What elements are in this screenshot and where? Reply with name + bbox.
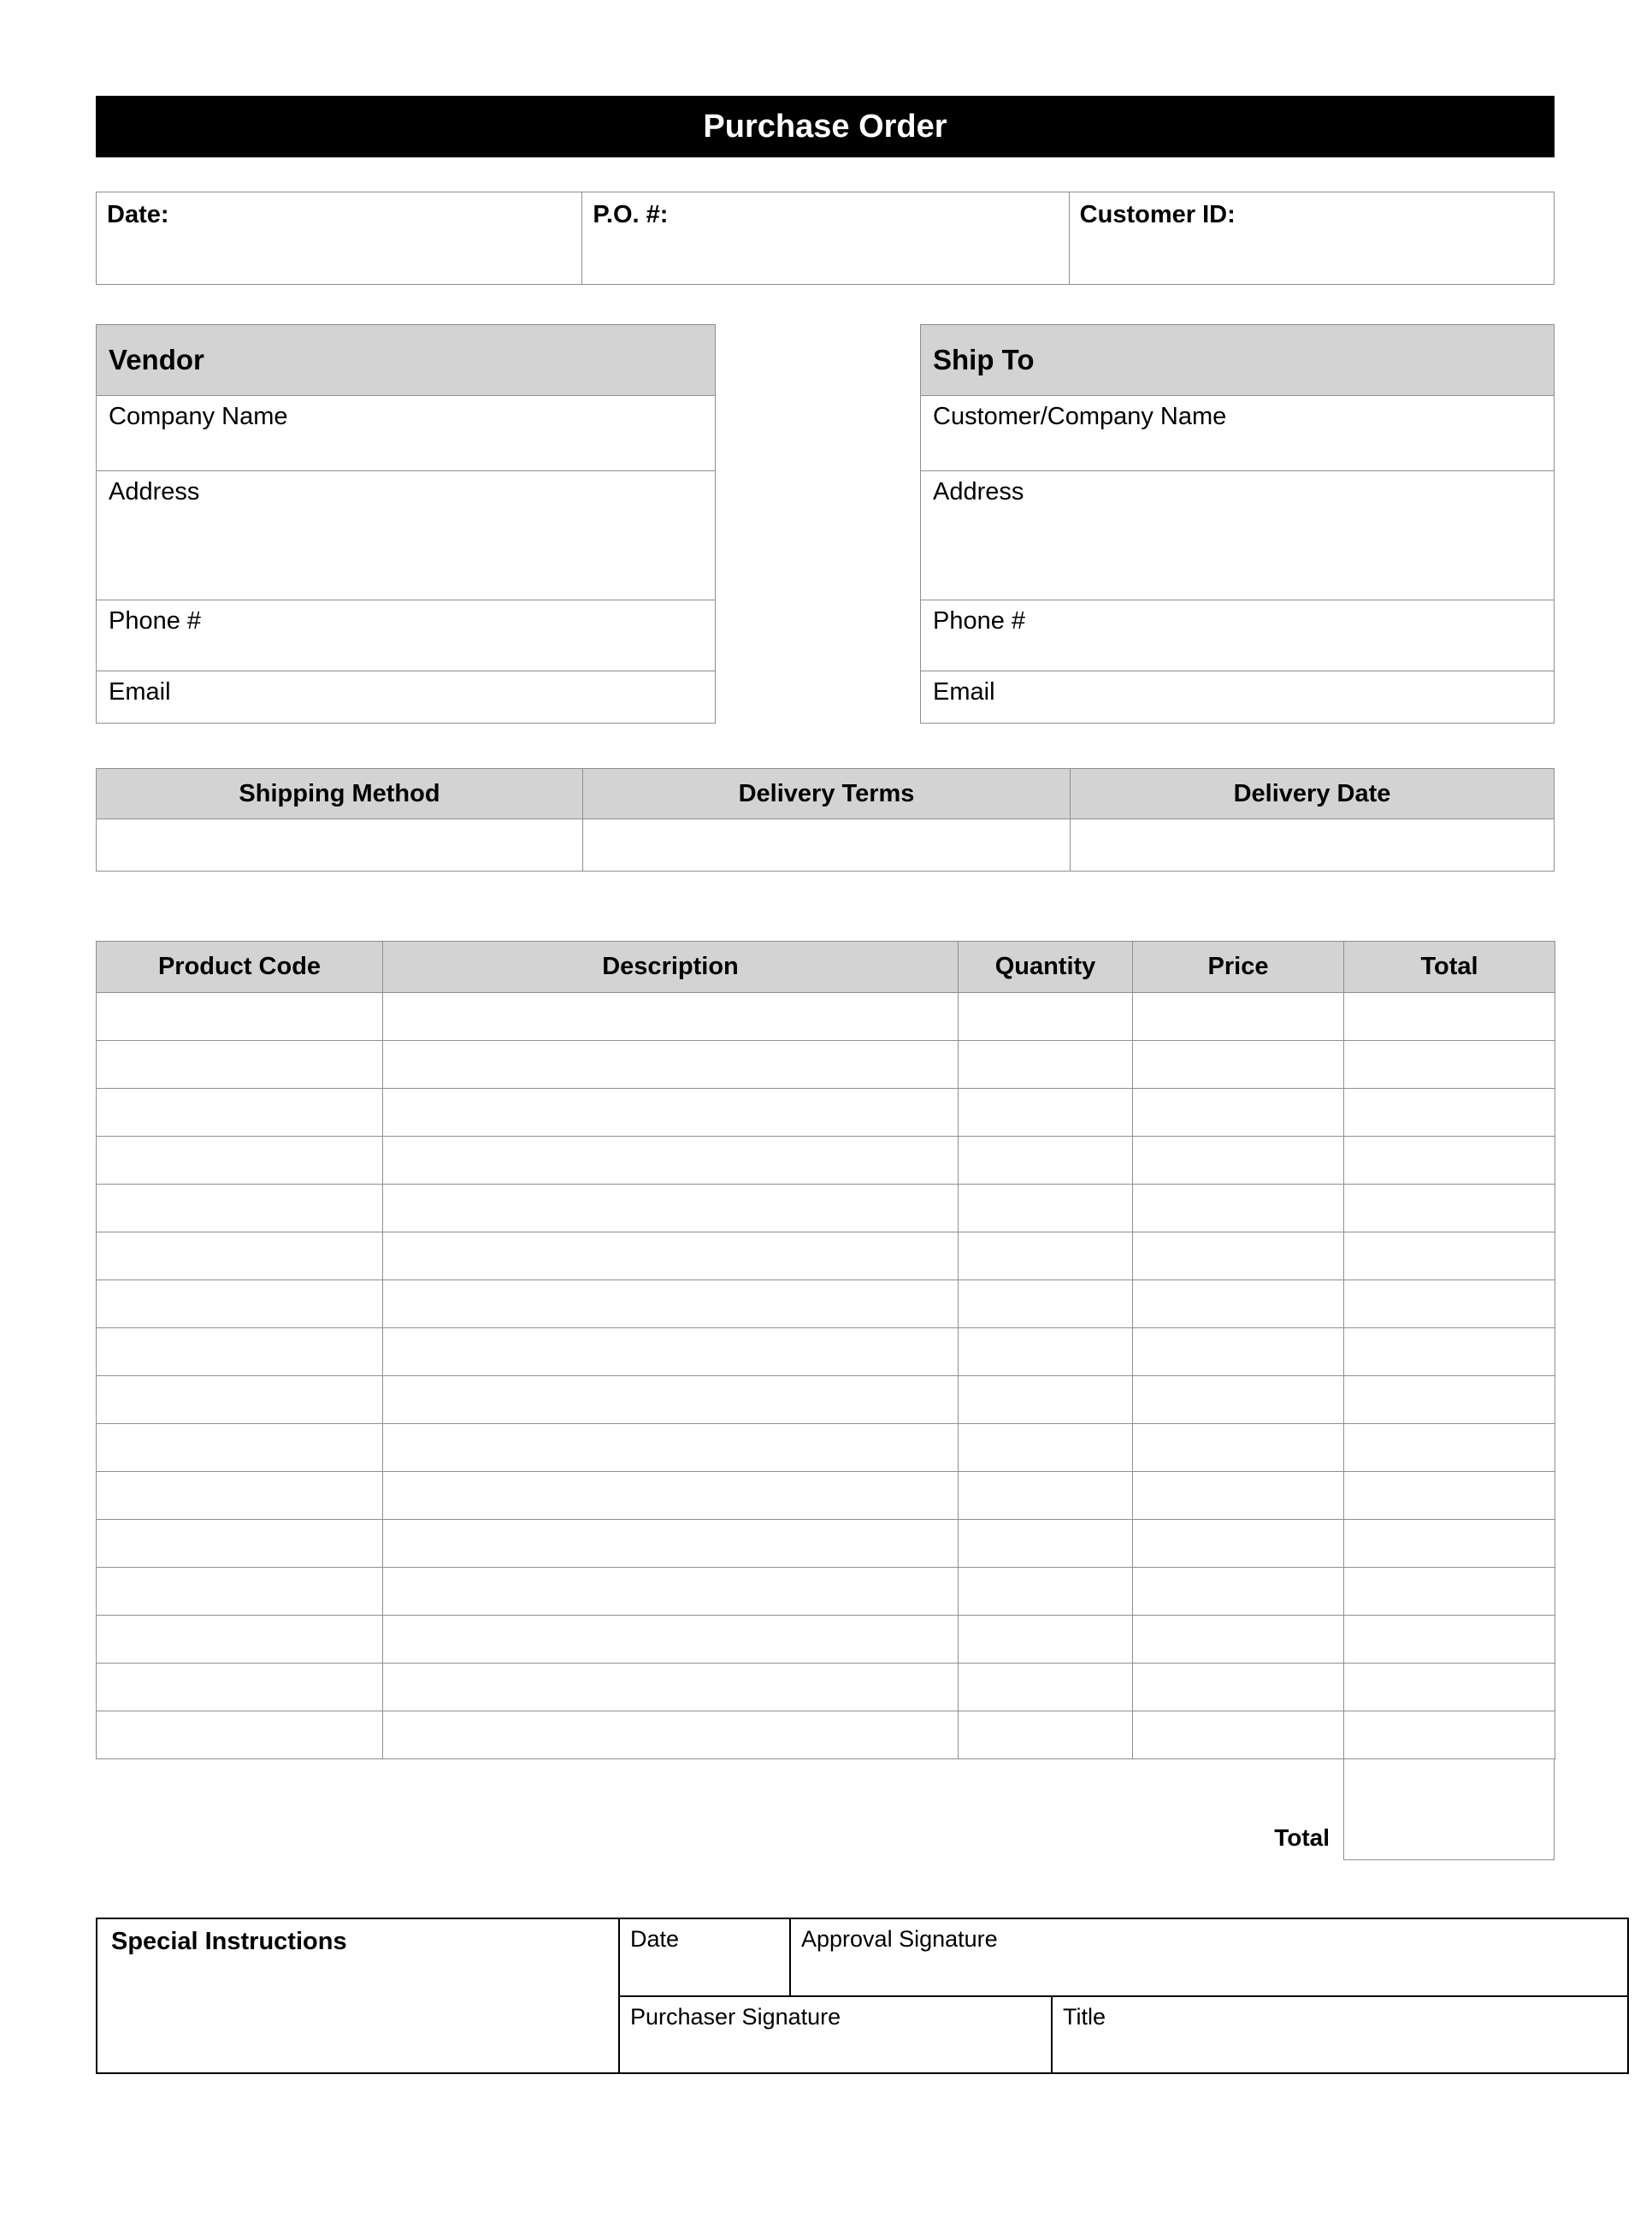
item-cell[interactable] [383, 1664, 959, 1711]
item-row [97, 1472, 1555, 1520]
shipto-email-label: Email [933, 678, 995, 706]
grand-total-label: Total [1274, 1824, 1330, 1851]
item-cell[interactable] [959, 1280, 1133, 1328]
item-cell[interactable] [383, 1280, 959, 1328]
purchaser-signature-field[interactable] [620, 1997, 1053, 2073]
po-number-field[interactable] [582, 192, 1069, 284]
item-cell[interactable] [97, 1520, 383, 1568]
customer-id-field[interactable] [1070, 192, 1554, 284]
item-cell[interactable] [1344, 1089, 1555, 1137]
vendor-phone-field[interactable] [96, 600, 716, 671]
item-cell[interactable] [1344, 1041, 1555, 1089]
item-cell[interactable] [383, 1711, 959, 1759]
delivery-date-header [1070, 768, 1555, 819]
item-cell[interactable] [97, 1568, 383, 1616]
item-cell[interactable] [97, 1328, 383, 1376]
item-row [97, 1185, 1555, 1232]
item-row [97, 1089, 1555, 1137]
item-cell[interactable] [1344, 1232, 1555, 1280]
item-cell[interactable] [97, 1616, 383, 1664]
item-cell[interactable] [383, 1472, 959, 1520]
item-cell[interactable] [1344, 1137, 1555, 1185]
item-cell[interactable] [97, 1185, 383, 1232]
item-row [97, 1664, 1555, 1711]
item-cell[interactable] [1344, 1711, 1555, 1759]
item-cell[interactable] [1133, 1520, 1344, 1568]
shipto-address-field[interactable] [920, 471, 1555, 600]
delivery-terms-header [582, 768, 1070, 819]
item-cell[interactable] [1133, 1616, 1344, 1664]
item-cell[interactable] [1344, 1568, 1555, 1616]
vendor-panel [96, 324, 716, 724]
item-cell[interactable] [959, 993, 1133, 1041]
item-cell[interactable] [383, 1041, 959, 1089]
item-cell[interactable] [959, 1520, 1133, 1568]
item-row [97, 1137, 1555, 1185]
item-cell[interactable] [1133, 1376, 1344, 1424]
item-cell[interactable] [383, 1089, 959, 1137]
item-cell[interactable] [1133, 1328, 1344, 1376]
item-cell[interactable] [959, 1664, 1133, 1711]
vendor-company-name-label: Company Name [109, 403, 288, 430]
item-cell[interactable] [1133, 1568, 1344, 1616]
signer-title-field[interactable] [1053, 1997, 1627, 2073]
delivery-terms-header-label: Delivery Terms [738, 779, 915, 807]
item-cell[interactable] [383, 1185, 959, 1232]
item-cell[interactable] [383, 1520, 959, 1568]
item-cell[interactable] [1344, 1376, 1555, 1424]
item-cell[interactable] [1133, 1137, 1344, 1185]
item-cell[interactable] [959, 1711, 1133, 1759]
order-meta-row [96, 192, 1555, 285]
item-cell[interactable] [1133, 1089, 1344, 1137]
shipping-method-header [96, 768, 582, 819]
shipping-method-header-label: Shipping Method [239, 779, 440, 807]
item-cell[interactable] [383, 1232, 959, 1280]
signature-date-field[interactable] [620, 1919, 791, 1995]
vendor-address-field[interactable] [96, 471, 716, 600]
approval-signature-field[interactable] [791, 1919, 1627, 1995]
grand-total-row [96, 1759, 1555, 1860]
item-row [97, 1568, 1555, 1616]
delivery-date-field[interactable] [1070, 819, 1555, 872]
vendor-phone-label: Phone # [109, 607, 202, 635]
vendor-header-label: Vendor [109, 344, 204, 375]
item-cell[interactable] [1344, 1616, 1555, 1664]
item-cell[interactable] [97, 993, 383, 1041]
signature-row-top [620, 1919, 1627, 1997]
items-table [96, 941, 1555, 1759]
item-row [97, 993, 1555, 1041]
shipto-phone-label: Phone # [933, 607, 1026, 635]
shipto-company-name-field[interactable] [920, 396, 1555, 471]
item-cell[interactable] [1133, 1711, 1344, 1759]
item-cell[interactable] [1344, 1424, 1555, 1472]
item-cell[interactable] [97, 1089, 383, 1137]
item-cell[interactable] [383, 1568, 959, 1616]
price-header: Price [1133, 942, 1344, 993]
shipto-address-label: Address [933, 478, 1024, 505]
item-cell[interactable] [959, 1041, 1133, 1089]
delivery-date-header-label: Delivery Date [1233, 779, 1391, 807]
item-cell[interactable] [1133, 1664, 1344, 1711]
item-cell[interactable] [383, 1137, 959, 1185]
shipping-value-row [96, 819, 1555, 872]
item-cell[interactable] [959, 1376, 1133, 1424]
item-cell[interactable] [97, 1041, 383, 1089]
grand-total-field[interactable] [1343, 1759, 1555, 1860]
approval-signature-label: Approval Signature [801, 1926, 998, 1952]
item-cell[interactable] [97, 1232, 383, 1280]
item-row [97, 1280, 1555, 1328]
item-row [97, 1232, 1555, 1280]
signer-title-label: Title [1063, 2003, 1106, 2030]
form-title: Purchase Order [703, 108, 947, 145]
item-cell[interactable] [97, 1280, 383, 1328]
description-header: Description [383, 942, 959, 993]
item-cell[interactable] [97, 1472, 383, 1520]
date-label: Date: [107, 201, 169, 228]
special-instructions-label: Special Instructions [111, 1928, 347, 1955]
special-instructions-field[interactable] [96, 1918, 620, 2074]
item-cell[interactable] [97, 1137, 383, 1185]
shipping-header-row [96, 768, 1555, 819]
vendor-header [96, 324, 716, 396]
shipping-method-field[interactable] [96, 819, 582, 872]
item-cell[interactable] [959, 1328, 1133, 1376]
form-title-banner [96, 96, 1555, 157]
po-number-label: P.O. #: [593, 201, 669, 228]
item-cell[interactable] [383, 1328, 959, 1376]
vendor-email-field[interactable] [96, 671, 716, 724]
item-row [97, 1711, 1555, 1759]
item-cell[interactable] [1133, 1041, 1344, 1089]
signature-grid [620, 1918, 1629, 2074]
footer-section [96, 1918, 1629, 2074]
item-cell[interactable] [959, 1185, 1133, 1232]
items-table-header [97, 942, 1555, 993]
item-cell[interactable] [959, 1232, 1133, 1280]
item-cell[interactable] [97, 1376, 383, 1424]
item-cell[interactable] [1344, 1664, 1555, 1711]
purchase-order-form [96, 96, 1555, 2074]
total-header: Total [1344, 942, 1555, 993]
item-cell[interactable] [1133, 1185, 1344, 1232]
signature-row-bottom [620, 1997, 1627, 2073]
quantity-header: Quantity [959, 942, 1133, 993]
shipto-panel [920, 324, 1555, 724]
item-cell[interactable] [959, 1424, 1133, 1472]
vendor-shipto-section [96, 324, 1555, 724]
item-row [97, 1041, 1555, 1089]
shipto-email-field[interactable] [920, 671, 1555, 724]
item-cell[interactable] [383, 993, 959, 1041]
signature-date-label: Date [630, 1926, 680, 1952]
shipto-header [920, 324, 1555, 396]
item-cell[interactable] [1344, 1185, 1555, 1232]
item-row [97, 1424, 1555, 1472]
vendor-address-label: Address [109, 478, 200, 505]
item-cell[interactable] [1344, 993, 1555, 1041]
item-cell[interactable] [1133, 1424, 1344, 1472]
date-field[interactable] [97, 192, 582, 284]
shipto-phone-field[interactable] [920, 600, 1555, 671]
items-table-body [97, 993, 1555, 1759]
item-cell[interactable] [1344, 1520, 1555, 1568]
customer-id-label: Customer ID: [1079, 201, 1236, 228]
item-row [97, 1616, 1555, 1664]
shipto-header-label: Ship To [933, 344, 1035, 375]
item-cell[interactable] [959, 1568, 1133, 1616]
item-row [97, 1520, 1555, 1568]
purchaser-signature-label: Purchaser Signature [630, 2003, 841, 2030]
item-cell[interactable] [383, 1616, 959, 1664]
shipto-company-name-label: Customer/Company Name [933, 403, 1227, 430]
item-row [97, 1328, 1555, 1376]
delivery-terms-field[interactable] [582, 819, 1070, 872]
item-cell[interactable] [383, 1424, 959, 1472]
item-cell[interactable] [1344, 1280, 1555, 1328]
item-cell[interactable] [383, 1376, 959, 1424]
item-cell[interactable] [1133, 993, 1344, 1041]
item-cell[interactable] [97, 1711, 383, 1759]
shipping-table [96, 768, 1555, 872]
item-cell[interactable] [959, 1089, 1133, 1137]
vendor-company-name-field[interactable] [96, 396, 716, 471]
vendor-email-label: Email [109, 678, 171, 706]
item-cell[interactable] [97, 1424, 383, 1472]
product-code-header: Product Code [97, 942, 383, 993]
item-cell[interactable] [97, 1664, 383, 1711]
item-cell[interactable] [1133, 1280, 1344, 1328]
item-cell[interactable] [1344, 1328, 1555, 1376]
item-cell[interactable] [1133, 1472, 1344, 1520]
item-row [97, 1376, 1555, 1424]
item-cell[interactable] [1133, 1232, 1344, 1280]
item-cell[interactable] [959, 1137, 1133, 1185]
item-cell[interactable] [1344, 1472, 1555, 1520]
item-cell[interactable] [959, 1616, 1133, 1664]
item-cell[interactable] [959, 1472, 1133, 1520]
